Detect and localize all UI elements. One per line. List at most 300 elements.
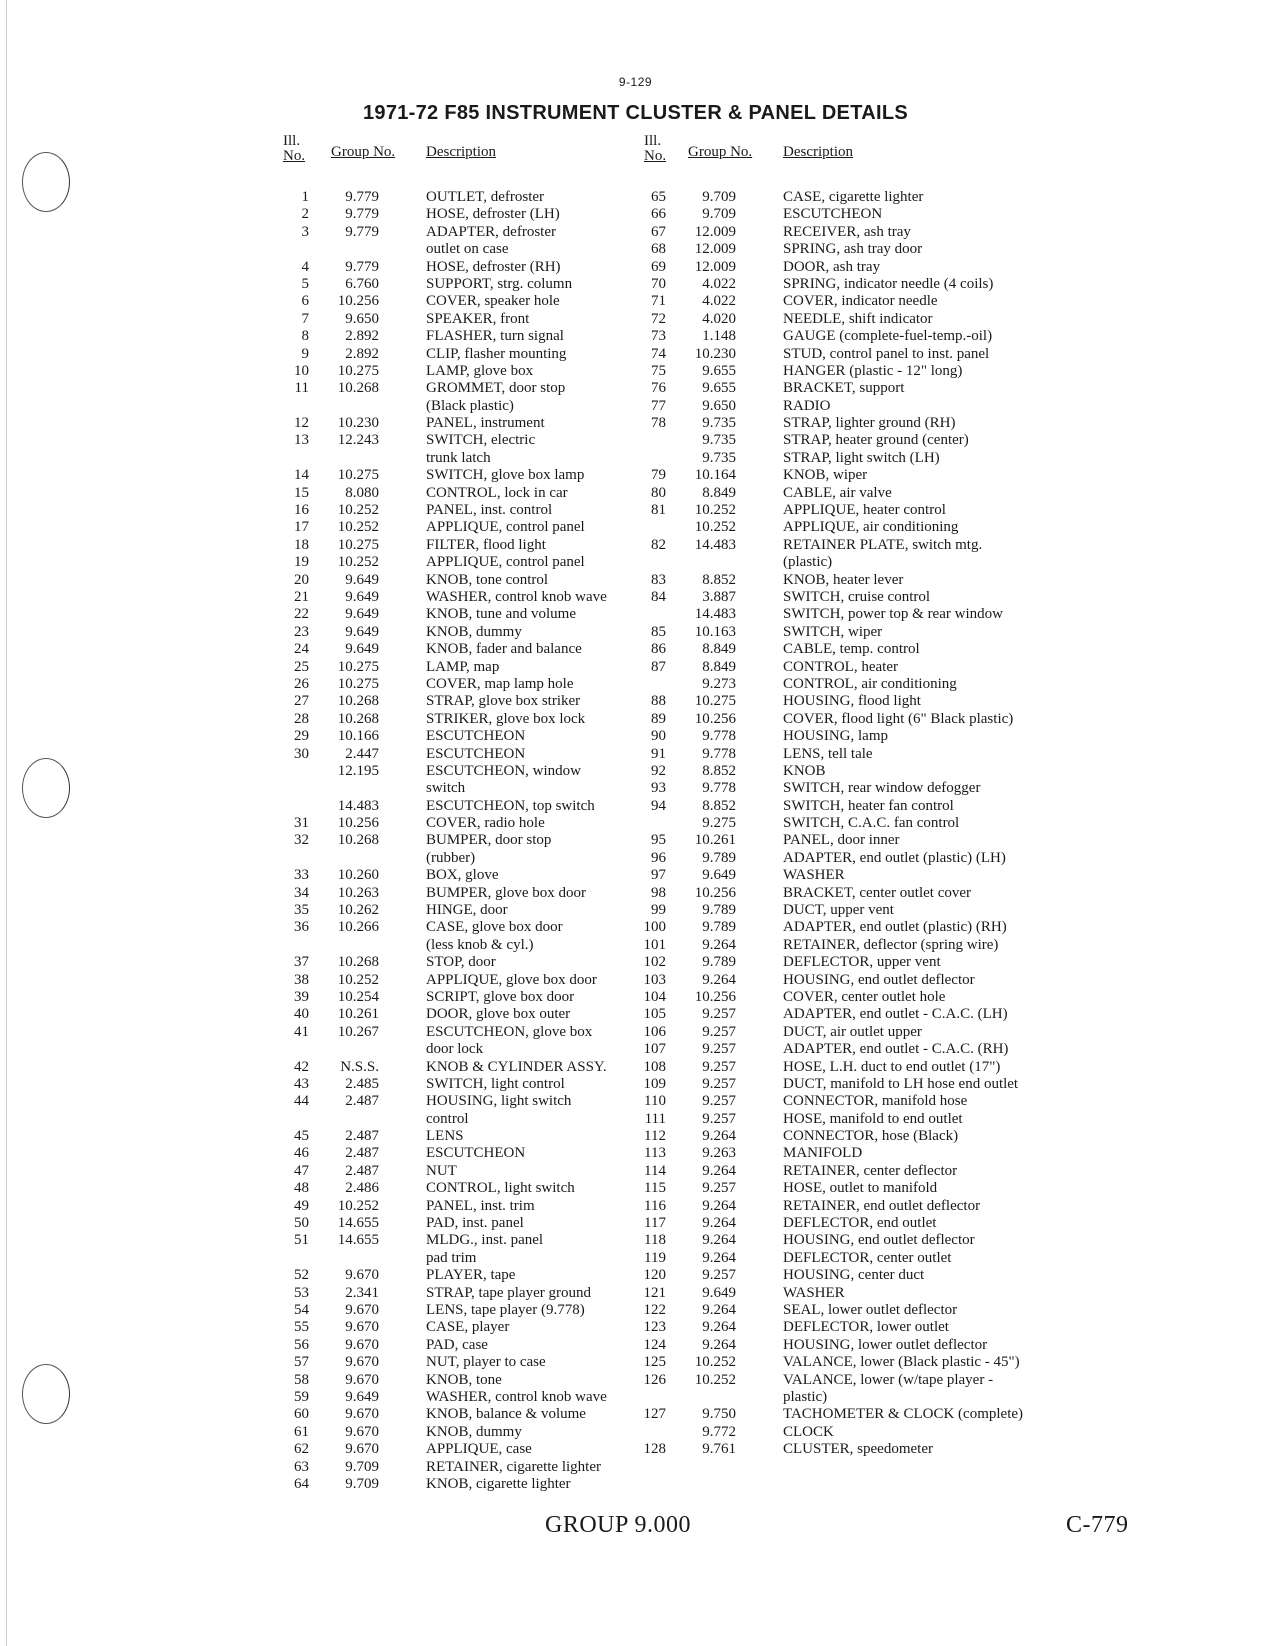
ill-number: 84 — [651, 588, 666, 605]
part-description: SUPPORT, strg. column — [426, 275, 573, 292]
part-description: PANEL, instrument — [426, 415, 545, 432]
group-number: 10.252 — [337, 971, 379, 988]
group-number: 4.022 — [702, 275, 736, 292]
description-header: Description — [783, 144, 853, 160]
group-number: 10.230 — [337, 415, 379, 432]
ill-number: 57 — [294, 1354, 309, 1371]
group-number: 9.264 — [702, 971, 736, 988]
group-number: 14.655 — [337, 1232, 379, 1249]
part-description: TACHOMETER & CLOCK (complete) — [783, 1406, 1024, 1423]
ill-number: 128 — [643, 1441, 666, 1458]
part-description: door lock — [426, 1041, 484, 1058]
group-number: 9.649 — [702, 1284, 736, 1301]
ill-number: 71 — [651, 293, 666, 310]
ill-number: 20 — [294, 571, 309, 588]
part-description: pad trim — [426, 1249, 477, 1266]
ill-number: 45 — [294, 1128, 309, 1145]
group-number: 9.257 — [702, 1110, 736, 1127]
part-description: ESCUTCHEON, window — [426, 762, 582, 779]
ill-number: 13 — [294, 432, 309, 449]
ill-label-top: Ill. — [644, 133, 662, 149]
group-number: 9.264 — [702, 1336, 736, 1353]
part-description: CONTROL, lock in car — [426, 484, 568, 501]
group-number: 9.257 — [702, 1093, 736, 1110]
ill-number: 109 — [643, 1075, 666, 1092]
group-number: 9.655 — [702, 362, 736, 379]
part-description: control — [426, 1110, 469, 1127]
part-description: CLUSTER, speedometer — [783, 1441, 933, 1458]
part-description: KNOB, dummy — [426, 1423, 522, 1440]
part-description: KNOB, fader and balance — [426, 641, 582, 658]
part-description: RETAINER, center deflector — [783, 1162, 958, 1179]
part-description: RADIO — [783, 397, 831, 414]
group-number: 9.670 — [345, 1441, 379, 1458]
part-description: SPRING, ash tray door — [783, 241, 923, 258]
group-number: 9.772 — [702, 1423, 736, 1440]
group-number: 9.709 — [345, 1458, 379, 1475]
part-description: CONNECTOR, hose (Black) — [783, 1128, 959, 1145]
part-description: CONTROL, heater — [783, 658, 898, 675]
group-number: 12.009 — [694, 223, 736, 240]
group-number: 10.267 — [337, 1023, 379, 1040]
part-description: BOX, glove — [426, 867, 499, 884]
part-description: ESCUTCHEON — [426, 1145, 526, 1162]
part-description: HOUSING, center duct — [783, 1267, 925, 1284]
group-number: 10.252 — [337, 519, 379, 536]
group-number: 10.164 — [694, 467, 736, 484]
group-number: 9.778 — [702, 745, 736, 762]
ill-number: 61 — [294, 1423, 309, 1440]
part-description: COVER, radio hole — [426, 815, 545, 832]
ill-number: 33 — [294, 867, 309, 884]
right-column-header — [640, 133, 1080, 171]
part-description: DUCT, manifold to LH hose end outlet — [783, 1075, 1019, 1092]
group-number: 9.650 — [345, 310, 379, 327]
group-number: 10.261 — [337, 1006, 379, 1023]
part-description: BUMPER, door stop — [426, 832, 552, 849]
group-number: 10.252 — [694, 1354, 736, 1371]
part-description: trunk latch — [426, 449, 491, 466]
part-description: ESCUTCHEON — [426, 745, 526, 762]
ill-number: 66 — [651, 206, 666, 223]
part-description: CONTROL, light switch — [426, 1180, 575, 1197]
group-number: 9.750 — [702, 1406, 736, 1423]
part-description: SWITCH, power top & rear window — [783, 606, 1003, 623]
part-description: CONNECTOR, manifold hose — [783, 1093, 968, 1110]
group-number: 9.670 — [345, 1423, 379, 1440]
group-number: 10.230 — [694, 345, 736, 362]
group-number: 9.789 — [702, 849, 736, 866]
ill-number: 108 — [643, 1058, 666, 1075]
ill-number: 50 — [294, 1215, 309, 1232]
ill-number: 78 — [651, 415, 666, 432]
group-number: 9.649 — [345, 623, 379, 640]
ill-number: 64 — [294, 1475, 309, 1492]
group-number: 14.483 — [694, 606, 736, 623]
group-number: 10.256 — [694, 884, 736, 901]
group-number: 9.264 — [702, 936, 736, 953]
ill-number: 101 — [643, 936, 666, 953]
group-number: 10.252 — [694, 519, 736, 536]
part-description: ESCUTCHEON — [783, 206, 883, 223]
group-number: 9.655 — [702, 380, 736, 397]
group-number: 1.148 — [702, 328, 736, 345]
ill-number: 73 — [651, 328, 666, 345]
part-description: KNOB — [783, 762, 826, 779]
part-description: COVER, speaker hole — [426, 293, 560, 310]
ill-number: 118 — [644, 1232, 666, 1249]
group-number: 9.735 — [702, 432, 736, 449]
part-description: KNOB, dummy — [426, 623, 522, 640]
group-number: 2.487 — [345, 1128, 379, 1145]
part-description: HOSE, outlet to manifold — [783, 1180, 938, 1197]
part-description: BRACKET, center outlet cover — [783, 884, 971, 901]
ill-number: 124 — [643, 1336, 666, 1353]
part-description: STRAP, light switch (LH) — [783, 449, 940, 466]
group-number: 10.268 — [337, 380, 379, 397]
part-description: OUTLET, defroster — [426, 189, 545, 205]
ill-number: 113 — [644, 1145, 666, 1162]
ill-number: 126 — [643, 1371, 666, 1388]
ill-number: 8 — [301, 328, 309, 345]
part-description: SWITCH, wiper — [783, 623, 883, 640]
part-description: CONTROL, air conditioning — [783, 675, 957, 692]
part-description: DOOR, glove box outer — [426, 1006, 571, 1023]
part-description: COVER, indicator needle — [783, 293, 938, 310]
part-description: switch — [426, 780, 466, 797]
part-description: LAMP, glove box — [426, 362, 534, 379]
part-description: SPEAKER, front — [426, 310, 530, 327]
part-description: KNOB & CYLINDER ASSY. — [426, 1058, 607, 1075]
ill-number: 17 — [294, 519, 309, 536]
part-description: APPLIQUE, control panel — [426, 554, 585, 571]
group-number: 9.257 — [702, 1075, 736, 1092]
part-description: SPRING, indicator needle (4 coils) — [783, 275, 994, 292]
group-number: 9.264 — [702, 1215, 736, 1232]
ill-number: 111 — [644, 1110, 666, 1127]
ill-number: 27 — [294, 693, 309, 710]
group-number: 10.275 — [337, 675, 379, 692]
part-description: KNOB, tune and volume — [426, 606, 576, 623]
group-number: 10.252 — [337, 502, 379, 519]
group-number: 9.264 — [702, 1319, 736, 1336]
group-number: 9.670 — [345, 1371, 379, 1388]
part-description: GROMMET, door stop — [426, 380, 566, 397]
ill-number: 81 — [651, 502, 666, 519]
ill-number: 52 — [294, 1267, 309, 1284]
ill-label-top: Ill. — [283, 133, 301, 149]
ill-number: 24 — [294, 641, 309, 658]
ill-number: 83 — [651, 571, 666, 588]
group-no-header: Group No. — [331, 144, 396, 160]
part-description: APPLIQUE, heater control — [783, 502, 946, 519]
ill-number: 65 — [651, 189, 666, 205]
part-description: SWITCH, glove box lamp — [426, 467, 585, 484]
part-description: STRAP, tape player ground — [426, 1284, 591, 1301]
binder-hole-bottom — [22, 1364, 70, 1424]
group-number: 10.263 — [337, 884, 379, 901]
group-number: 9.670 — [345, 1319, 379, 1336]
ill-number: 46 — [294, 1145, 309, 1162]
ill-number: 74 — [651, 345, 666, 362]
part-description: SWITCH, C.A.C. fan control — [783, 815, 960, 832]
part-description: HOUSING, light switch — [426, 1093, 572, 1110]
part-description: CASE, glove box door — [426, 919, 563, 936]
ill-number: 117 — [644, 1215, 666, 1232]
group-number: 9.709 — [702, 189, 736, 205]
part-description: APPLIQUE, case — [426, 1441, 532, 1458]
ill-number: 92 — [651, 762, 666, 779]
ill-number: 106 — [643, 1023, 666, 1040]
part-description: WASHER — [783, 867, 845, 884]
part-description: STRAP, heater ground (center) — [783, 432, 969, 449]
group-number: 9.670 — [345, 1302, 379, 1318]
part-description: PANEL, inst. control — [426, 502, 553, 519]
page-edge-line — [6, 0, 7, 1646]
part-description: HOUSING, lamp — [783, 728, 888, 745]
part-description: DUCT, upper vent — [783, 902, 894, 919]
binder-hole-middle — [22, 758, 70, 818]
group-number: 9.778 — [702, 780, 736, 797]
part-description: STRIKER, glove box lock — [426, 710, 586, 727]
ill-number: 67 — [651, 223, 666, 240]
ill-number: 10 — [294, 362, 309, 379]
group-number: 12.009 — [694, 241, 736, 258]
group-number: 10.256 — [694, 988, 736, 1005]
group-number: 10.166 — [337, 728, 379, 745]
ill-number: 54 — [294, 1302, 309, 1318]
group-number: 10.275 — [337, 467, 379, 484]
part-description: FILTER, flood light — [426, 536, 546, 553]
group-number: 2.892 — [345, 345, 379, 362]
part-description: ADAPTER, end outlet - C.A.C. (RH) — [783, 1041, 1009, 1058]
ill-number: 47 — [294, 1162, 309, 1179]
part-description: HINGE, door — [426, 902, 508, 919]
part-description: HOSE, defroster (LH) — [426, 206, 560, 223]
ill-number: 31 — [294, 815, 309, 832]
group-number: 9.257 — [702, 1058, 736, 1075]
ill-number: 122 — [643, 1302, 666, 1318]
group-number: 14.483 — [337, 797, 379, 814]
group-number: 9.789 — [702, 919, 736, 936]
part-description: LAMP, map — [426, 658, 500, 675]
ill-number: 9 — [301, 345, 309, 362]
group-number: 2.485 — [345, 1075, 379, 1092]
group-number: 10.256 — [337, 293, 379, 310]
ill-number: 91 — [651, 745, 666, 762]
ill-number: 104 — [643, 988, 666, 1005]
part-description: COVER, map lamp hole — [426, 675, 574, 692]
ill-number: 26 — [294, 675, 309, 692]
group-number: 9.273 — [702, 675, 736, 692]
part-description: (plastic) — [783, 554, 833, 571]
group-number: 9.789 — [702, 902, 736, 919]
ill-number: 37 — [294, 954, 309, 971]
group-number: 9.709 — [702, 206, 736, 223]
group-number: 2.486 — [345, 1180, 379, 1197]
ill-number: 29 — [294, 728, 309, 745]
part-description: HOUSING, flood light — [783, 693, 921, 710]
group-number: 10.275 — [337, 658, 379, 675]
ill-number: 121 — [643, 1284, 666, 1301]
part-description: STUD, control panel to inst. panel — [783, 345, 990, 362]
group-number: 9.670 — [345, 1406, 379, 1423]
part-description: ADAPTER, end outlet - C.A.C. (LH) — [783, 1006, 1008, 1023]
ill-number: 15 — [294, 484, 309, 501]
left-column-header — [283, 133, 643, 171]
ill-number: 116 — [644, 1197, 666, 1214]
ill-number: 115 — [644, 1180, 666, 1197]
part-description: LENS, tape player (9.778) — [426, 1302, 585, 1318]
part-description: DUCT, air outlet upper — [783, 1023, 922, 1040]
group-number: 6.760 — [345, 275, 379, 292]
group-number: 10.268 — [337, 693, 379, 710]
group-number: 9.264 — [702, 1249, 736, 1266]
ill-label-bottom: No. — [644, 148, 667, 164]
part-description: CLOCK — [783, 1423, 834, 1440]
ill-number: 14 — [294, 467, 309, 484]
ill-number: 72 — [651, 310, 666, 327]
part-description: SWITCH, cruise control — [783, 588, 931, 605]
page-number: 9-129 — [618, 75, 653, 89]
ill-number: 36 — [294, 919, 309, 936]
group-number: 10.256 — [337, 815, 379, 832]
group-number: 9.670 — [345, 1354, 379, 1371]
group-number: 10.262 — [337, 902, 379, 919]
part-description: KNOB, balance & volume — [426, 1406, 586, 1423]
ill-number: 98 — [651, 884, 666, 901]
ill-number: 5 — [301, 275, 309, 292]
ill-number: 38 — [294, 971, 309, 988]
group-number: 2.892 — [345, 328, 379, 345]
part-description: NUT — [426, 1162, 457, 1179]
ill-number: 32 — [294, 832, 309, 849]
part-description: COVER, flood light (6" Black plastic) — [783, 710, 1014, 727]
group-number: 12.195 — [337, 762, 379, 779]
part-description: ADAPTER, defroster — [426, 223, 556, 240]
ill-number: 49 — [294, 1197, 309, 1214]
group-number: 9.264 — [702, 1162, 736, 1179]
part-description: ESCUTCHEON — [426, 728, 526, 745]
part-description: DOOR, ash tray — [783, 258, 881, 275]
group-number: 9.735 — [702, 449, 736, 466]
ill-number: 51 — [294, 1232, 309, 1249]
ill-number: 127 — [643, 1406, 666, 1423]
group-number: 9.649 — [345, 571, 379, 588]
ill-number: 18 — [294, 536, 309, 553]
ill-number: 97 — [651, 867, 666, 884]
part-description: WASHER — [783, 1284, 845, 1301]
group-number: 8.080 — [345, 484, 379, 501]
group-number: 9.650 — [702, 397, 736, 414]
ill-number: 76 — [651, 380, 666, 397]
part-description: PAD, inst. panel — [426, 1215, 524, 1232]
part-description: ADAPTER, end outlet (plastic) (LH) — [783, 849, 1006, 866]
group-number: 2.487 — [345, 1093, 379, 1110]
part-description: KNOB, cigarette lighter — [426, 1475, 571, 1492]
group-number: 9.779 — [345, 258, 379, 275]
part-description: SWITCH, electric — [426, 432, 536, 449]
ill-number: 25 — [294, 658, 309, 675]
part-description: KNOB, heater lever — [783, 571, 904, 588]
ill-number: 114 — [644, 1162, 666, 1179]
group-number: 10.254 — [337, 988, 379, 1005]
ill-number: 48 — [294, 1180, 309, 1197]
part-description: DEFLECTOR, upper vent — [783, 954, 941, 971]
page-code: C-779 — [1066, 1512, 1129, 1538]
part-description: RETAINER, cigarette lighter — [426, 1458, 601, 1475]
group-number: 14.655 — [337, 1215, 379, 1232]
group-number: 10.252 — [337, 1197, 379, 1214]
ill-number: 40 — [294, 1006, 309, 1023]
group-number: 12.243 — [337, 432, 379, 449]
ill-number: 75 — [651, 362, 666, 379]
part-description: HOSE, defroster (RH) — [426, 258, 561, 275]
ill-number: 123 — [643, 1319, 666, 1336]
ill-number: 102 — [643, 954, 666, 971]
group-number: 9.649 — [702, 867, 736, 884]
part-description: ESCUTCHEON, top switch — [426, 797, 595, 814]
group-number: 9.263 — [702, 1145, 736, 1162]
group-number: 9.257 — [702, 1041, 736, 1058]
ill-number: 42 — [294, 1058, 309, 1075]
group-number: 9.670 — [345, 1336, 379, 1353]
ill-number: 90 — [651, 728, 666, 745]
ill-number: 110 — [644, 1093, 666, 1110]
group-number: 10.260 — [337, 867, 379, 884]
ill-number: 85 — [651, 623, 666, 640]
part-description: PANEL, door inner — [783, 832, 900, 849]
part-description: KNOB, wiper — [783, 467, 868, 484]
group-number: 10.275 — [337, 536, 379, 553]
part-description: CLIP, flasher mounting — [426, 345, 567, 362]
ill-number: 35 — [294, 902, 309, 919]
part-description: PANEL, inst. trim — [426, 1197, 535, 1214]
part-description: LENS, tell tale — [783, 745, 873, 762]
group-number: 2.447 — [345, 745, 379, 762]
part-description: (Black plastic) — [426, 397, 514, 414]
ill-number: 119 — [644, 1249, 666, 1266]
ill-number: 1 — [301, 189, 309, 205]
left-parts-column — [283, 133, 643, 1492]
ill-number: 96 — [651, 849, 666, 866]
ill-number: 93 — [651, 780, 666, 797]
ill-number: 2 — [301, 206, 309, 223]
group-number: 10.252 — [694, 502, 736, 519]
part-description: APPLIQUE, air conditioning — [783, 519, 959, 536]
ill-number: 59 — [294, 1388, 309, 1405]
part-description: RETAINER, deflector (spring wire) — [783, 936, 999, 953]
part-description: HOSE, manifold to end outlet — [783, 1110, 963, 1127]
group-number: 8.849 — [702, 484, 736, 501]
ill-number: 112 — [644, 1128, 666, 1145]
group-number: 2.487 — [345, 1145, 379, 1162]
ill-number: 99 — [651, 902, 666, 919]
ill-number: 100 — [643, 919, 666, 936]
part-description: STRAP, glove box striker — [426, 693, 581, 710]
group-number: 9.670 — [345, 1267, 379, 1284]
group-number: 9.761 — [702, 1441, 736, 1458]
ill-number: 60 — [294, 1406, 309, 1423]
part-description: HOUSING, end outlet deflector — [783, 1232, 975, 1249]
ill-number: 80 — [651, 484, 666, 501]
part-description: LENS — [426, 1128, 464, 1145]
group-number: 8.852 — [702, 797, 736, 814]
group-number: 10.275 — [694, 693, 736, 710]
part-description: plastic) — [783, 1388, 828, 1405]
group-number: 9.709 — [345, 1475, 379, 1492]
part-description: BUMPER, glove box door — [426, 884, 587, 901]
